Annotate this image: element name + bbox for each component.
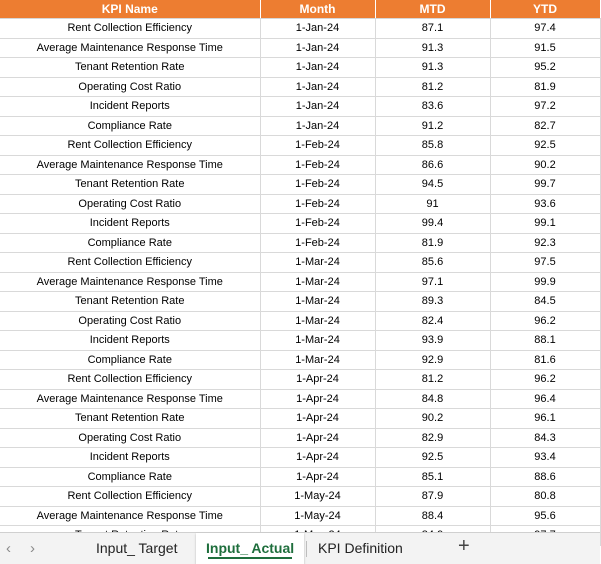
- table-row: [0, 38, 600, 58]
- tab-input-actual-label: Input_ Actual: [206, 540, 295, 556]
- cell-ytd[interactable]: 91.5: [490, 38, 600, 58]
- cell-ytd[interactable]: 93.4: [490, 448, 600, 468]
- cell-month[interactable]: 1-Jan-24: [260, 77, 375, 97]
- table-row: [0, 370, 600, 390]
- cell-ytd[interactable]: 96.4: [490, 389, 600, 409]
- table-row: [0, 428, 600, 448]
- table-row: [0, 19, 600, 39]
- cell-mtd[interactable]: 81.9: [375, 233, 490, 253]
- cell-mtd[interactable]: 84.8: [375, 389, 490, 409]
- cell-kpi-name[interactable]: Compliance Rate: [0, 233, 260, 253]
- cell-kpi-name[interactable]: Incident Reports: [0, 331, 260, 351]
- table-row: [0, 155, 600, 175]
- cell-month[interactable]: 1-Apr-24: [260, 389, 375, 409]
- table-row: [0, 467, 600, 487]
- cell-ytd[interactable]: 96.2: [490, 311, 600, 331]
- cell-month[interactable]: 1-Mar-24: [260, 311, 375, 331]
- cell-kpi-name[interactable]: Average Maintenance Response Time: [0, 389, 260, 409]
- cell-kpi-name[interactable]: Tenant Retention Rate: [0, 409, 260, 429]
- cell-ytd[interactable]: 99.7: [490, 175, 600, 195]
- cell-mtd[interactable]: 89.3: [375, 292, 490, 312]
- cell-month[interactable]: 1-Feb-24: [260, 155, 375, 175]
- cell-mtd[interactable]: 92.9: [375, 350, 490, 370]
- cell-month[interactable]: 1-Feb-24: [260, 214, 375, 234]
- table-row: [0, 311, 600, 331]
- cell-kpi-name[interactable]: Incident Reports: [0, 448, 260, 468]
- table-row: [0, 77, 600, 97]
- cell-mtd[interactable]: 83.6: [375, 97, 490, 117]
- cell-mtd[interactable]: 85.6: [375, 253, 490, 273]
- cell-month[interactable]: 1-Jan-24: [260, 58, 375, 78]
- cell-ytd[interactable]: 96.2: [490, 370, 600, 390]
- cell-ytd[interactable]: 84.3: [490, 428, 600, 448]
- cell-mtd[interactable]: 91.3: [375, 38, 490, 58]
- cell-kpi-name[interactable]: Compliance Rate: [0, 467, 260, 487]
- header-kpi-name[interactable]: KPI Name: [0, 0, 260, 19]
- cell-kpi-name[interactable]: Rent Collection Efficiency: [0, 370, 260, 390]
- cell-month[interactable]: 1-Apr-24: [260, 448, 375, 468]
- tab-separator: [306, 541, 307, 557]
- cell-month[interactable]: 1-Jan-24: [260, 19, 375, 39]
- cell-month[interactable]: 1-Mar-24: [260, 292, 375, 312]
- scroll-tabs-left-icon[interactable]: ‹: [6, 540, 11, 557]
- cell-kpi-name[interactable]: Average Maintenance Response Time: [0, 155, 260, 175]
- cell-mtd[interactable]: 92.5: [375, 448, 490, 468]
- active-tab-underline: [208, 557, 292, 559]
- cell-kpi-name[interactable]: Operating Cost Ratio: [0, 311, 260, 331]
- cell-ytd[interactable]: 99.9: [490, 272, 600, 292]
- cell-kpi-name[interactable]: Tenant Retention Rate: [0, 175, 260, 195]
- tab-input-target[interactable]: Input_ Target: [96, 540, 178, 556]
- table-row: [0, 448, 600, 468]
- cell-kpi-name[interactable]: Average Maintenance Response Time: [0, 506, 260, 526]
- add-sheet-icon[interactable]: +: [458, 535, 470, 557]
- cell-kpi-name[interactable]: Rent Collection Efficiency: [0, 19, 260, 39]
- cell-mtd[interactable]: 82.9: [375, 428, 490, 448]
- scroll-tabs-right-icon[interactable]: ›: [30, 540, 35, 557]
- cell-mtd[interactable]: 85.1: [375, 467, 490, 487]
- cell-month[interactable]: 1-Mar-24: [260, 350, 375, 370]
- cell-kpi-name[interactable]: Incident Reports: [0, 214, 260, 234]
- cell-kpi-name[interactable]: Operating Cost Ratio: [0, 194, 260, 214]
- table-row: [0, 253, 600, 273]
- cell-mtd[interactable]: 99.4: [375, 214, 490, 234]
- cell-ytd[interactable]: 96.1: [490, 409, 600, 429]
- sheet-tab-bar: [0, 532, 600, 564]
- cell-mtd[interactable]: 86.6: [375, 155, 490, 175]
- cell-kpi-name[interactable]: Compliance Rate: [0, 350, 260, 370]
- table-row: [0, 116, 600, 136]
- table-row: [0, 58, 600, 78]
- cell-month[interactable]: 1-Apr-24: [260, 370, 375, 390]
- table-row: [0, 175, 600, 195]
- cell-ytd[interactable]: 90.2: [490, 155, 600, 175]
- cell-month[interactable]: 1-Mar-24: [260, 253, 375, 273]
- cell-ytd[interactable]: 82.7: [490, 116, 600, 136]
- cell-kpi-name[interactable]: Average Maintenance Response Time: [0, 272, 260, 292]
- cell-kpi-name[interactable]: Rent Collection Efficiency: [0, 253, 260, 273]
- table-row: [0, 331, 600, 351]
- cell-mtd[interactable]: 81.2: [375, 77, 490, 97]
- cell-mtd[interactable]: 82.4: [375, 311, 490, 331]
- cell-month[interactable]: 1-Feb-24: [260, 136, 375, 156]
- cell-ytd[interactable]: 92.5: [490, 136, 600, 156]
- cell-month[interactable]: 1-Feb-24: [260, 175, 375, 195]
- cell-ytd[interactable]: 99.1: [490, 214, 600, 234]
- cell-ytd[interactable]: 97.5: [490, 253, 600, 273]
- cell-month[interactable]: 1-Mar-24: [260, 331, 375, 351]
- cell-kpi-name[interactable]: Tenant Retention Rate: [0, 292, 260, 312]
- cell-mtd[interactable]: 88.4: [375, 506, 490, 526]
- cell-ytd[interactable]: 97.2: [490, 97, 600, 117]
- cell-ytd[interactable]: 84.5: [490, 292, 600, 312]
- table-row: [0, 350, 600, 370]
- cell-mtd[interactable]: 91.2: [375, 116, 490, 136]
- header-mtd[interactable]: MTD: [375, 0, 490, 19]
- table-row: [0, 292, 600, 312]
- cell-mtd[interactable]: 94.5: [375, 175, 490, 195]
- cell-ytd[interactable]: 95.6: [490, 506, 600, 526]
- cell-ytd[interactable]: 80.8: [490, 487, 600, 507]
- cell-kpi-name[interactable]: Rent Collection Efficiency: [0, 136, 260, 156]
- cell-mtd[interactable]: 90.2: [375, 409, 490, 429]
- cell-mtd[interactable]: 91: [375, 194, 490, 214]
- cell-kpi-name[interactable]: Average Maintenance Response Time: [0, 38, 260, 58]
- cell-month[interactable]: 1-Apr-24: [260, 467, 375, 487]
- cell-mtd[interactable]: 91.3: [375, 58, 490, 78]
- cell-month[interactable]: 1-Feb-24: [260, 194, 375, 214]
- cell-kpi-name[interactable]: Operating Cost Ratio: [0, 428, 260, 448]
- cell-ytd[interactable]: 93.6: [490, 194, 600, 214]
- table-row: [0, 506, 600, 526]
- cell-kpi-name[interactable]: Tenant Retention Rate: [0, 58, 260, 78]
- header-row: [0, 0, 600, 19]
- header-month[interactable]: Month: [260, 0, 375, 19]
- cell-month[interactable]: 1-Apr-24: [260, 409, 375, 429]
- cell-mtd[interactable]: 93.9: [375, 331, 490, 351]
- cell-month[interactable]: 1-Jan-24: [260, 97, 375, 117]
- cell-month[interactable]: 1-May-24: [260, 487, 375, 507]
- cell-ytd[interactable]: 88.1: [490, 331, 600, 351]
- tab-input-actual[interactable]: [196, 533, 304, 564]
- cell-ytd[interactable]: 88.6: [490, 467, 600, 487]
- table-row: [0, 214, 600, 234]
- table-row: [0, 233, 600, 253]
- cell-kpi-name[interactable]: Compliance Rate: [0, 116, 260, 136]
- cell-month[interactable]: 1-Mar-24: [260, 272, 375, 292]
- cell-mtd[interactable]: 87.9: [375, 487, 490, 507]
- cell-ytd[interactable]: 95.2: [490, 58, 600, 78]
- table-row: [0, 97, 600, 117]
- table-row: [0, 409, 600, 429]
- cell-mtd[interactable]: 87.1: [375, 19, 490, 39]
- cell-month[interactable]: 1-Apr-24: [260, 428, 375, 448]
- table-row: [0, 389, 600, 409]
- cell-kpi-name[interactable]: Incident Reports: [0, 97, 260, 117]
- table-row: [0, 136, 600, 156]
- cell-month[interactable]: 1-Jan-24: [260, 116, 375, 136]
- table-row: [0, 487, 600, 507]
- table-row: [0, 194, 600, 214]
- cell-kpi-name[interactable]: Operating Cost Ratio: [0, 77, 260, 97]
- cell-month[interactable]: 1-May-24: [260, 506, 375, 526]
- cell-ytd[interactable]: 92.3: [490, 233, 600, 253]
- table-row: [0, 272, 600, 292]
- cell-month[interactable]: 1-Feb-24: [260, 233, 375, 253]
- cell-month[interactable]: 1-Jan-24: [260, 38, 375, 58]
- cell-kpi-name[interactable]: Rent Collection Efficiency: [0, 487, 260, 507]
- cell-ytd[interactable]: 81.9: [490, 77, 600, 97]
- cell-mtd[interactable]: 81.2: [375, 370, 490, 390]
- cell-ytd[interactable]: 97.4: [490, 19, 600, 39]
- cell-mtd[interactable]: 97.1: [375, 272, 490, 292]
- tab-kpi-definition[interactable]: KPI Definition: [318, 540, 403, 556]
- cell-mtd[interactable]: 85.8: [375, 136, 490, 156]
- cell-ytd[interactable]: 81.6: [490, 350, 600, 370]
- header-ytd[interactable]: YTD: [490, 0, 600, 19]
